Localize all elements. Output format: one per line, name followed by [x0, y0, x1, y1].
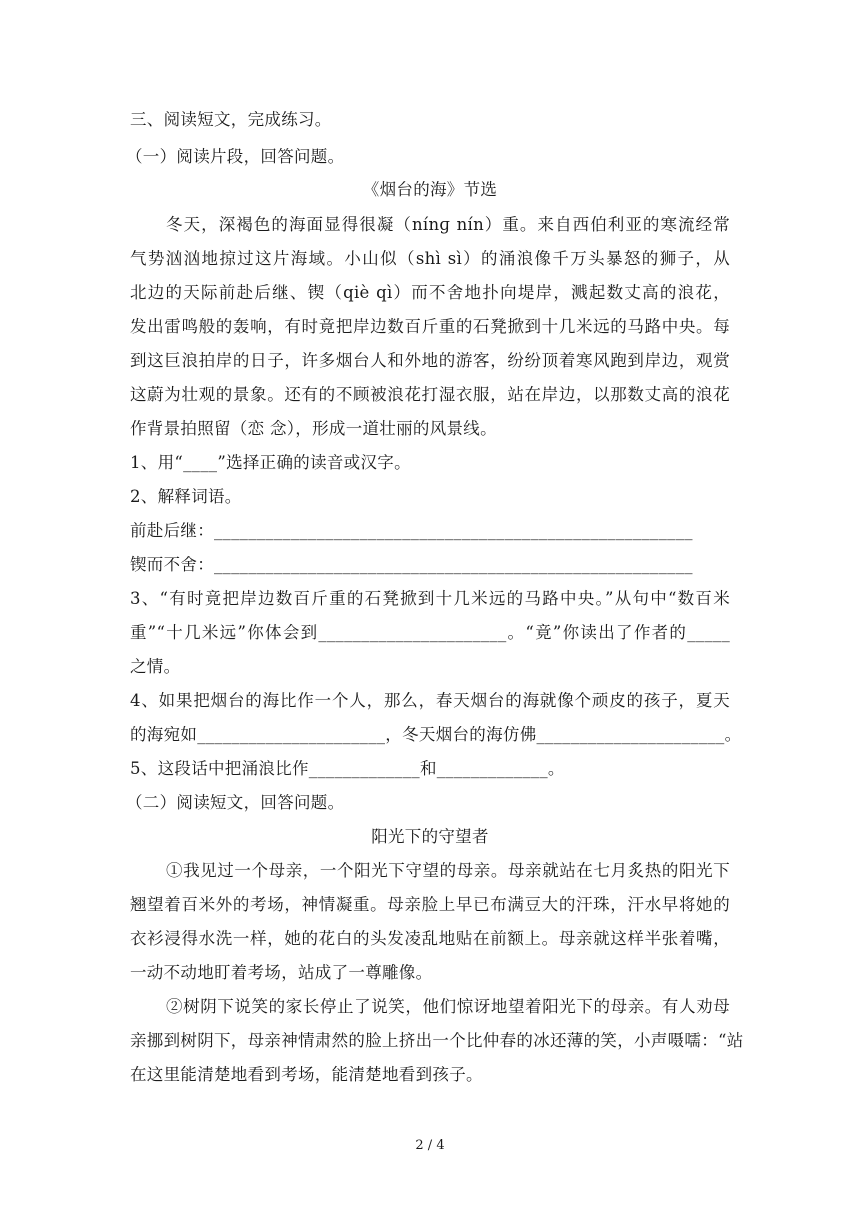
part2-line: 衣衫浸得水洗一样，她的花白的头发凌乱地贴在前额上。母亲就这样半张着嘴，: [130, 929, 730, 948]
part1-line: 到这巨浪拍岸的日子，许多烟台人和外地的游客，纷纷顶着寒风跑到岸边，观赏: [130, 351, 730, 370]
part2-heading: （二）阅读短文，回答问题。: [126, 793, 345, 812]
question-3: 3、“有时竟把岸边数百斤重的石凳掀到十几米远的马路中央。”从句中“数百米: [130, 589, 730, 608]
part1-line: 这蔚为壮观的景象。还有的不顾被浪花打湿衣服，站在岸边，以那数丈高的浪花: [130, 385, 730, 404]
part2-line: ①我见过一个母亲，一个阳光下守望的母亲。母亲就站在七月炙热的阳光下: [166, 861, 730, 880]
section-heading: 三、阅读短文，完成练习。: [130, 110, 332, 129]
question-5: 5、这段话中把涌浪比作_____________和_____________。: [130, 759, 565, 778]
part2-line: ②树阴下说笑的家长停止了说笑，他们惊讶地望着阳光下的母亲。有人劝母: [166, 997, 730, 1016]
part1-line: 北边的天际前赴后继、锲（qiè qì）而不舍地扑向堤岸，溅起数丈高的浪花，: [130, 283, 730, 302]
part2-line: 亲挪到树阴下，母亲神情肃然的脸上挤出一个比仲春的冰还薄的笑，小声嗫嚅：“站: [130, 1031, 744, 1050]
question-1: 1、用“____”选择正确的读音或汉字。: [130, 453, 411, 472]
question-4: 4、如果把烟台的海比作一个人，那么，春天烟台的海就像个顽皮的孩子，夏天: [130, 691, 730, 710]
part1-line: 气势汹汹地掠过这片海域。小山似（shì sì）的涌浪像千万头暴怒的狮子，从: [130, 249, 730, 268]
answer-line: 前赴后继：________________________________________________________: [130, 521, 693, 540]
part1-title: 《烟台的海》节选: [362, 180, 498, 199]
part2-line: 在这里能清楚地看到考场，能清楚地看到孩子。: [130, 1065, 483, 1084]
page-number: 2 / 4: [415, 1138, 445, 1153]
answer-line: 锲而不舍：________________________________________________________: [130, 555, 693, 574]
part2-line: 一动不动地盯着考场，站成了一尊雕像。: [130, 963, 433, 982]
question-3-cont: 之情。: [130, 657, 181, 676]
part2-line: 翘望着百米外的考场，神情凝重。母亲脸上早已布满豆大的汗珠，汗水早将她的: [130, 895, 730, 914]
part1-heading: （一）阅读片段，回答问题。: [126, 147, 345, 166]
question-3-cont: 重”“十几米远”你体会到______________________。“竟”你读出了作者的_____: [130, 623, 730, 642]
question-2: 2、解释词语。: [130, 487, 242, 506]
question-4-cont: 的海宛如______________________，冬天烟台的海仿佛______________________。: [130, 725, 742, 744]
part1-line: 冬天，深褐色的海面显得很凝（nínɡ nín）重。来自西伯利亚的寒流经常: [166, 215, 730, 234]
part2-title: 阳光下的守望者: [371, 827, 489, 846]
part1-line: 发出雷鸣般的轰响，有时竟把岸边数百斤重的石凳掀到十几米远的马路中央。每: [130, 317, 730, 336]
part1-line: 作背景拍照留（恋 念），形成一道壮丽的风景线。: [130, 419, 497, 438]
